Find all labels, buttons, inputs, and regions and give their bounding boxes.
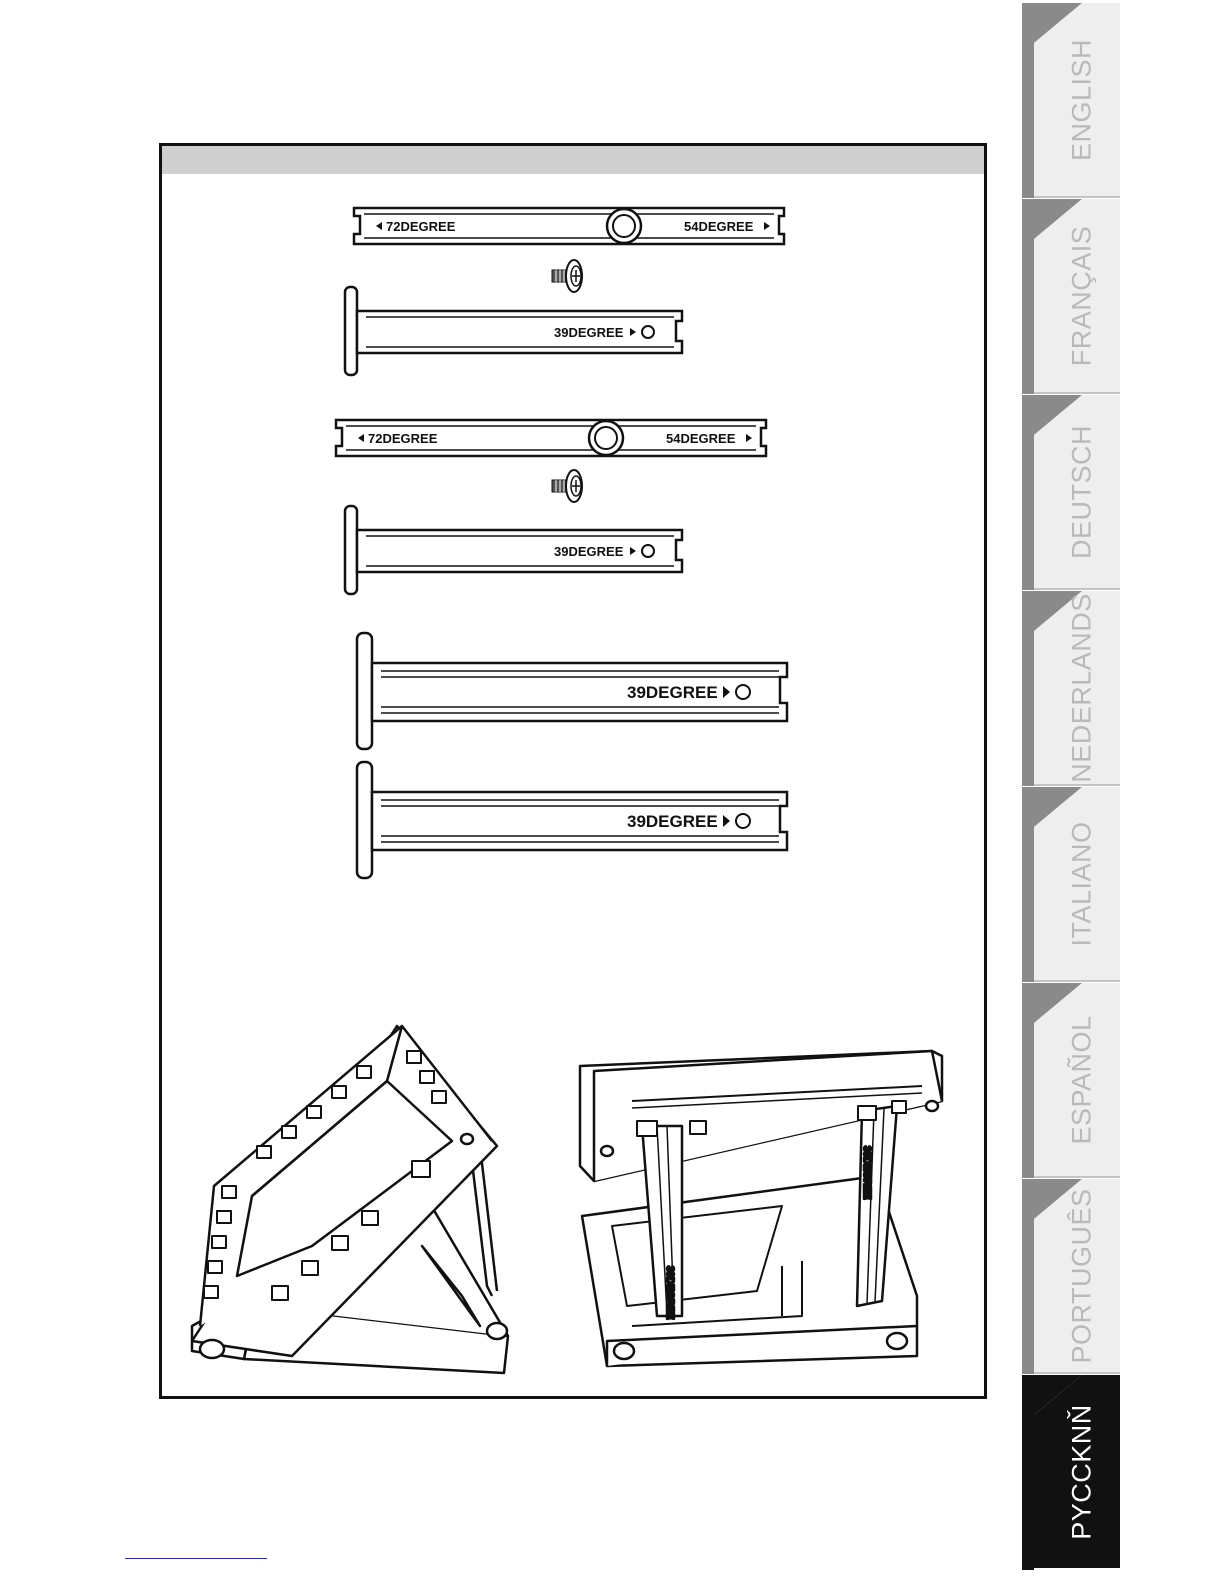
assembled-device-left: [192, 1026, 508, 1373]
brace-piece-2: [336, 420, 766, 456]
language-tab-label: ESPAÑOL: [1066, 1015, 1097, 1145]
language-tab-italiano[interactable]: [1022, 787, 1120, 982]
leg-short-2: [345, 506, 682, 594]
brace-1-54-label: 54DEGREE: [684, 219, 754, 234]
leg-short-2-label: 39DEGREE: [554, 544, 624, 559]
device-right-leg-label-2: 39DEGREE: [861, 1146, 872, 1200]
leg-long-1-label: 39DEGREE: [627, 683, 718, 702]
language-tabs: [1022, 0, 1224, 1584]
assembled-device-right: [580, 1051, 942, 1366]
leg-short-1: [345, 287, 682, 375]
language-tab-label: ENGLISH: [1066, 38, 1097, 162]
device-right-leg-label-1: 39DEGREE: [664, 1266, 675, 1320]
instruction-frame: [159, 143, 987, 1399]
language-tab-label: PORTUGUÊS: [1066, 1188, 1097, 1364]
leg-long-2-label: 39DEGREE: [627, 812, 718, 831]
language-tab-nederlands[interactable]: [1022, 591, 1120, 786]
language-tab-label: PYCCKNŇ: [1066, 1404, 1097, 1540]
brace-1-72-label: 72DEGREE: [386, 219, 456, 234]
brace-piece-1: [354, 208, 784, 244]
language-tab-label: FRANÇAIS: [1066, 225, 1097, 367]
screw-1: [552, 260, 582, 292]
language-tab-deutsch[interactable]: [1022, 395, 1120, 590]
footer-rule: [125, 1558, 267, 1559]
leg-long-2: [357, 762, 787, 878]
language-tab-franais[interactable]: [1022, 199, 1120, 394]
language-tab-label: ITALIANO: [1066, 821, 1097, 947]
language-tab-pycckn[interactable]: [1022, 1375, 1120, 1570]
language-tab-english[interactable]: [1022, 3, 1120, 198]
leg-short-1-label: 39DEGREE: [554, 325, 624, 340]
language-tab-portugus[interactable]: [1022, 1179, 1120, 1374]
language-tab-label: DEUTSCH: [1066, 424, 1097, 560]
language-tab-label: NEDERLANDS: [1066, 593, 1097, 783]
brace-2-72-label: 72DEGREE: [368, 431, 438, 446]
language-tab-espaol[interactable]: [1022, 983, 1120, 1178]
leg-long-1: [357, 633, 787, 749]
assembly-illustration: [162, 146, 984, 1396]
screw-2: [552, 470, 582, 502]
brace-2-54-label: 54DEGREE: [666, 431, 736, 446]
